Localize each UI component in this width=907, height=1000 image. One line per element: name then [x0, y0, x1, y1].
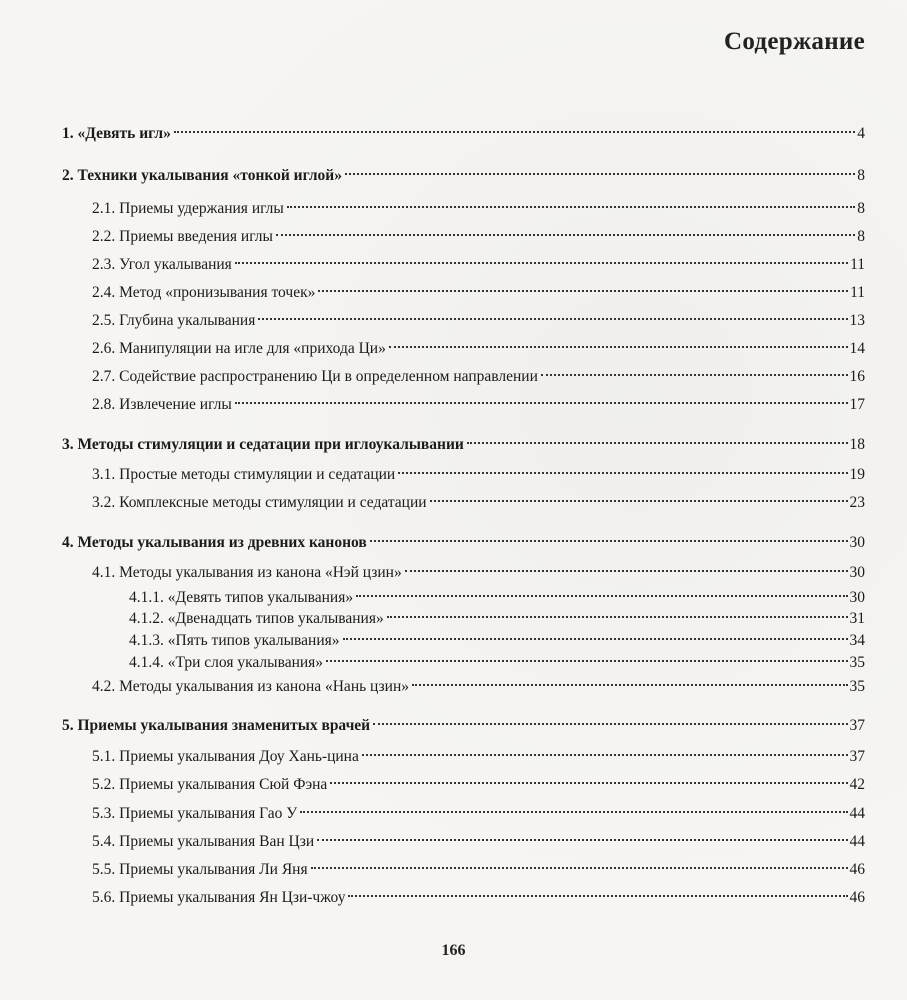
toc-dot-leader	[300, 796, 847, 818]
page-number: 166	[441, 942, 466, 959]
toc-entry-label: 5.4. Приемы укалывания Ван Цзи	[92, 833, 315, 850]
toc-dot-leader	[389, 331, 848, 353]
toc-entry-page: 18	[849, 436, 865, 453]
toc-entry-label: 2.4. Метод «пронизывания точек»	[92, 284, 316, 301]
toc-entry-page: 19	[849, 466, 865, 483]
toc-entry	[92, 303, 865, 329]
toc-entry	[92, 669, 865, 695]
toc-entry-label: 2.8. Извлечение иглы	[92, 396, 232, 413]
toc-entry-label: 3.1. Простые методы стимуляции и седатации	[92, 466, 396, 483]
toc-dot-leader	[387, 601, 848, 623]
toc-entry-label: 4.1.4. «Три слоя укалывания»	[129, 654, 324, 671]
toc-entry-page: 46	[849, 861, 865, 878]
toc-entry	[92, 796, 865, 822]
toc-entry-label: 2. Техники укалывания «тонкой иглой»	[62, 167, 342, 184]
toc-dot-leader	[412, 669, 847, 691]
toc-entry-page: 42	[849, 776, 865, 793]
toc-entry-page: 34	[849, 632, 865, 649]
toc-dot-leader	[541, 359, 848, 381]
toc-dot-leader	[398, 457, 847, 479]
toc-dot-leader	[235, 387, 848, 409]
toc-entry-page: 35	[849, 678, 865, 695]
toc-entry-label: 5.1. Приемы укалывания Доу Хань-цина	[92, 748, 359, 765]
toc-entry	[62, 116, 865, 142]
toc-entry-label: 2.7. Содействие распространению Ци в определенном направлении	[92, 368, 538, 385]
toc-dot-leader	[311, 852, 848, 874]
toc-dot-leader	[345, 158, 855, 180]
toc-dot-leader	[258, 303, 847, 325]
toc-dot-leader	[318, 275, 848, 297]
toc-entry-page: 37	[849, 717, 865, 734]
toc-entry	[92, 359, 865, 385]
toc-entry	[92, 767, 865, 793]
toc-entry-page: 8	[857, 167, 865, 184]
toc-dot-leader	[405, 555, 848, 577]
toc-entry-label: 4.1.2. «Двенадцать типов укалывания»	[129, 610, 384, 627]
toc-entry	[92, 191, 865, 217]
toc-entry	[92, 555, 865, 581]
toc-entry-page: 17	[849, 396, 865, 413]
toc-dot-leader	[235, 247, 848, 269]
toc-entry-page: 30	[849, 589, 865, 606]
toc-entry	[62, 525, 865, 551]
toc-entry-page: 4	[857, 125, 865, 142]
toc-entry-label: 4.2. Методы укалывания из канона «Нань цзин»	[92, 678, 410, 695]
toc-entry	[62, 427, 865, 453]
toc-entry	[129, 645, 865, 671]
toc-entry-page: 44	[849, 833, 865, 850]
toc-entry	[62, 158, 865, 184]
toc-entry-label: 4.1.1. «Девять типов укалывания»	[129, 589, 354, 606]
toc-entry	[92, 387, 865, 413]
toc-entry	[92, 485, 865, 511]
toc-entry-page: 16	[849, 368, 865, 385]
toc-entry-label: 4.1.3. «Пять типов укалывания»	[129, 632, 340, 649]
toc-dot-leader	[430, 485, 848, 507]
toc-entry-label: 2.5. Глубина укалывания	[92, 312, 256, 329]
toc-entry-page: 23	[849, 494, 865, 511]
toc-entry	[92, 824, 865, 850]
toc-entry	[92, 219, 865, 245]
toc-entry-label: 3. Методы стимуляции и седатации при иглоукалывании	[62, 436, 464, 453]
toc-dot-leader	[362, 739, 848, 761]
toc-entry	[92, 331, 865, 357]
toc-entry	[92, 852, 865, 878]
toc-entry-label: 5.3. Приемы укалывания Гао У	[92, 805, 298, 822]
toc-entry-label: 5.2. Приемы укалывания Сюй Фэна	[92, 776, 328, 793]
toc-entry-page: 11	[850, 284, 865, 301]
toc-entry-page: 31	[849, 610, 865, 627]
toc-dot-leader	[174, 116, 855, 138]
toc-dot-leader	[373, 708, 847, 730]
toc-entry-page: 14	[849, 340, 865, 357]
toc-entry-page: 11	[850, 256, 865, 273]
toc-dot-leader	[467, 427, 848, 449]
toc-dot-leader	[343, 623, 848, 645]
toc-entry	[92, 739, 865, 765]
toc-entry	[92, 880, 865, 906]
toc-entry-page: 35	[849, 654, 865, 671]
toc-entry	[92, 275, 865, 301]
toc-dot-leader	[317, 824, 847, 846]
toc-dot-leader	[348, 880, 847, 902]
toc-entry-page: 8	[857, 228, 865, 245]
toc-entry-page: 30	[849, 564, 865, 581]
toc-entry-label: 2.6. Манипуляции на игле для «прихода Ци»	[92, 340, 386, 357]
toc-entry-label: 5.5. Приемы укалывания Ли Яня	[92, 861, 308, 878]
toc-entry-page: 37	[849, 748, 865, 765]
toc-dot-leader	[276, 219, 855, 241]
toc-entry-label: 5. Приемы укалывания знаменитых врачей	[62, 717, 371, 734]
toc-entry	[129, 580, 865, 606]
toc-entry-label: 1. «Девять игл»	[62, 125, 171, 142]
toc-entry-label: 3.2. Комплексные методы стимуляции и седатации	[92, 494, 427, 511]
toc-entry-page: 8	[857, 200, 865, 217]
toc-entry	[92, 457, 865, 483]
toc-entry-page: 46	[849, 889, 865, 906]
toc-entry	[129, 623, 865, 649]
toc-entry-label: 4. Методы укалывания из древних канонов	[62, 534, 367, 551]
toc-entry-label: 2.3. Угол укалывания	[92, 256, 232, 273]
toc-dot-leader	[370, 525, 848, 547]
toc-dot-leader	[326, 645, 847, 667]
toc-entry	[62, 708, 865, 734]
toc-entry-label: 2.2. Приемы введения иглы	[92, 228, 273, 245]
toc-dot-leader	[287, 191, 855, 213]
page-title: Содержание	[723, 28, 865, 55]
toc-entry-label: 4.1. Методы укалывания из канона «Нэй цзин»	[92, 564, 402, 581]
toc-dot-leader	[356, 580, 847, 602]
toc-entry-label: 5.6. Приемы укалывания Ян Цзи-чжоу	[92, 889, 346, 906]
toc-entry-page: 30	[849, 534, 865, 551]
toc-dot-leader	[330, 767, 847, 789]
toc-entry-page: 13	[849, 312, 865, 329]
toc-entry	[92, 247, 865, 273]
toc-entry	[129, 601, 865, 627]
toc-entry-label: 2.1. Приемы удержания иглы	[92, 200, 284, 217]
toc-entry-page: 44	[849, 805, 865, 822]
